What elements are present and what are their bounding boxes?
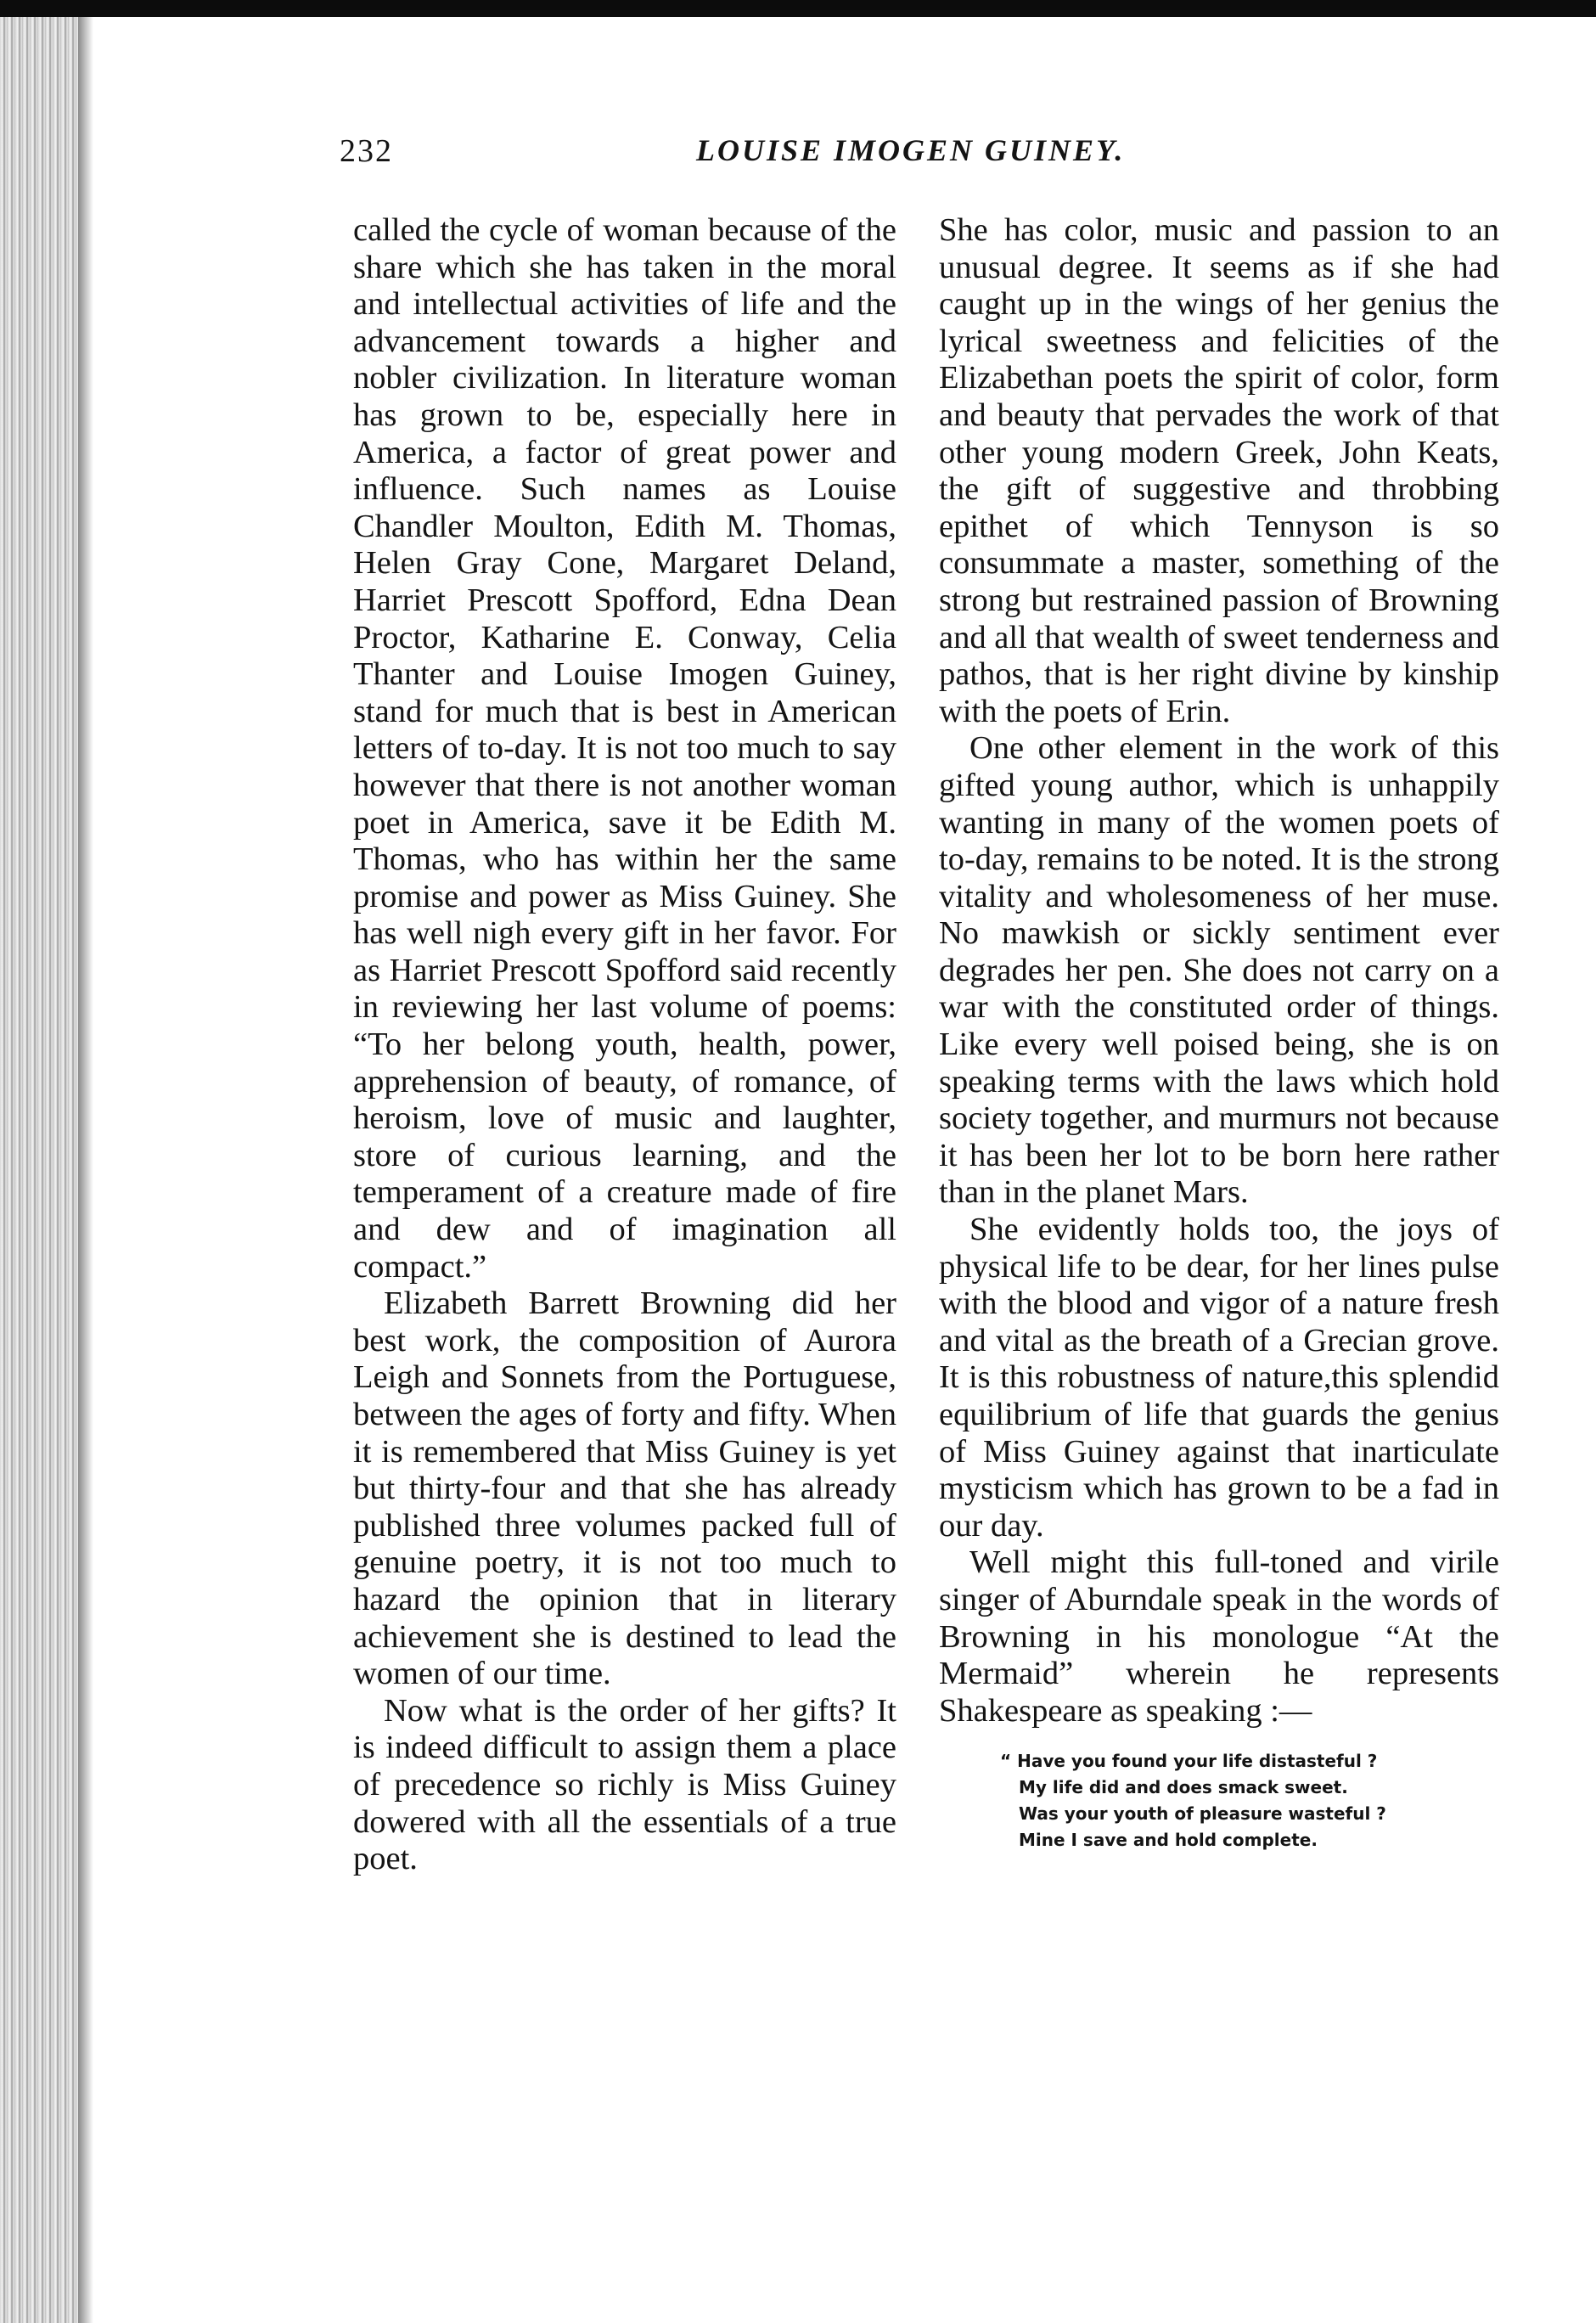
right-column [939,212,1499,1853]
right-paragraph-3: She evidently holds too, the joys of physical life to be dear, for her lines pulse with the blood and vigor of a nature fresh and vital as the breath of a Grecian grove. It is this robustness of nature,this splendid equilibrium of life that guards the genius of Miss Guiney against that inarticulate mysticism which has grown to be a fad in our day. [939,1212,1499,1544]
scan-top-border [0,0,1596,17]
verse-quotation [1000,1748,1499,1853]
left-column [353,212,896,1878]
verse-line: Mine I save and hold complete. [1019,1830,1318,1851]
page-header [340,126,1350,177]
gutter-shadow [78,17,93,2323]
verse-line: Was your youth of pleasure wasteful ? [1019,1803,1386,1825]
left-paragraph-3: Now what is the order of her gifts? It is indeed difficult to assign them a place of precedence so richly is Miss Guiney dowered with all the essentials of a true poet. [353,1692,896,1877]
verse-line: “ Have you found your life distasteful ? [1000,1751,1378,1772]
book-page-edges [0,17,78,2323]
page-number: 232 [340,133,393,169]
right-paragraph-1: She has color, music and passion to an unusual degree. It seems as if she had caught up in the wings of her genius the lyrical sweetness and felicities of the Elizabethan poets the spirit of color, form and beauty that pervades the work of that other young modern Greek, John Keats, the gift of suggestive and throbbing epithet of which Tennyson is so consummate a master, something of the strong but restrained passion of Browning and all that wealth of sweet tenderness and pathos, that is her right divine by kinship with the poets of Erin. [939,212,1499,729]
right-paragraph-4: Well might this full-toned and virile singer of Aburndale speak in the words of Browning in his monologue “At the Mermaid” wherein he represents Shakespeare as speaking :— [939,1544,1499,1729]
right-paragraph-2: One other element in the work of this gifted young author, which is unhappily wanting in many of the women poets of to-day, remains to be noted. It is the strong vitality and wholesomeness of her muse. No mawkish or sickly sentiment ever degrades her pen. She does not carry on a war with the constituted order of things. Like every well poised being, she is on speaking terms with the laws which hold society together, and murmurs not because it has been her lot to be born here rather than in the planet Mars. [939,730,1499,1211]
verse-line: My life did and does smack sweet. [1019,1777,1348,1798]
left-paragraph-1: called the cycle of woman because of the share which she has taken in the moral and intellectual activities of life and the advancement towards a higher and nobler civilization. In literature woman has grown to be, especially here in America, a factor of great power and influence. Such names as Louise Chandler Moulton, Edith M. Thomas, Helen Gray Cone, Margaret Deland, Harriet Prescott Spofford, Edna Dean Proctor, Katharine E. Conway, Celia Thanter and Louise Imogen Guiney, stand for much that is best in American letters of to-day. It is not too much to say however that there is not another woman poet in America, save it be Edith M. Thomas, who has within her the same promise and power as Miss Guiney. She has well nigh every gift in her favor. For as Harriet Prescott Spofford said recently in reviewing her last volume of poems: “To her belong youth, health, power, apprehension of beauty, of romance, of heroism, love of music and laughter, store of curious learning, and the temperament of a creature made of fire and dew and of imagination all compact.” [353,212,896,1285]
running-title: LOUISE IMOGEN GUINEY. [696,133,1126,167]
left-paragraph-2: Elizabeth Barrett Browning did her best work, the composition of Aurora Leigh and Sonnets from the Portuguese, between the ages of forty and fifty. When it is remembered that Miss Guiney is yet but thirty-four and that she has already published three volumes packed full of genuine poetry, it is not too much to hazard the opinion that in literary achievement she is destined to lead the women of our time. [353,1285,896,1692]
